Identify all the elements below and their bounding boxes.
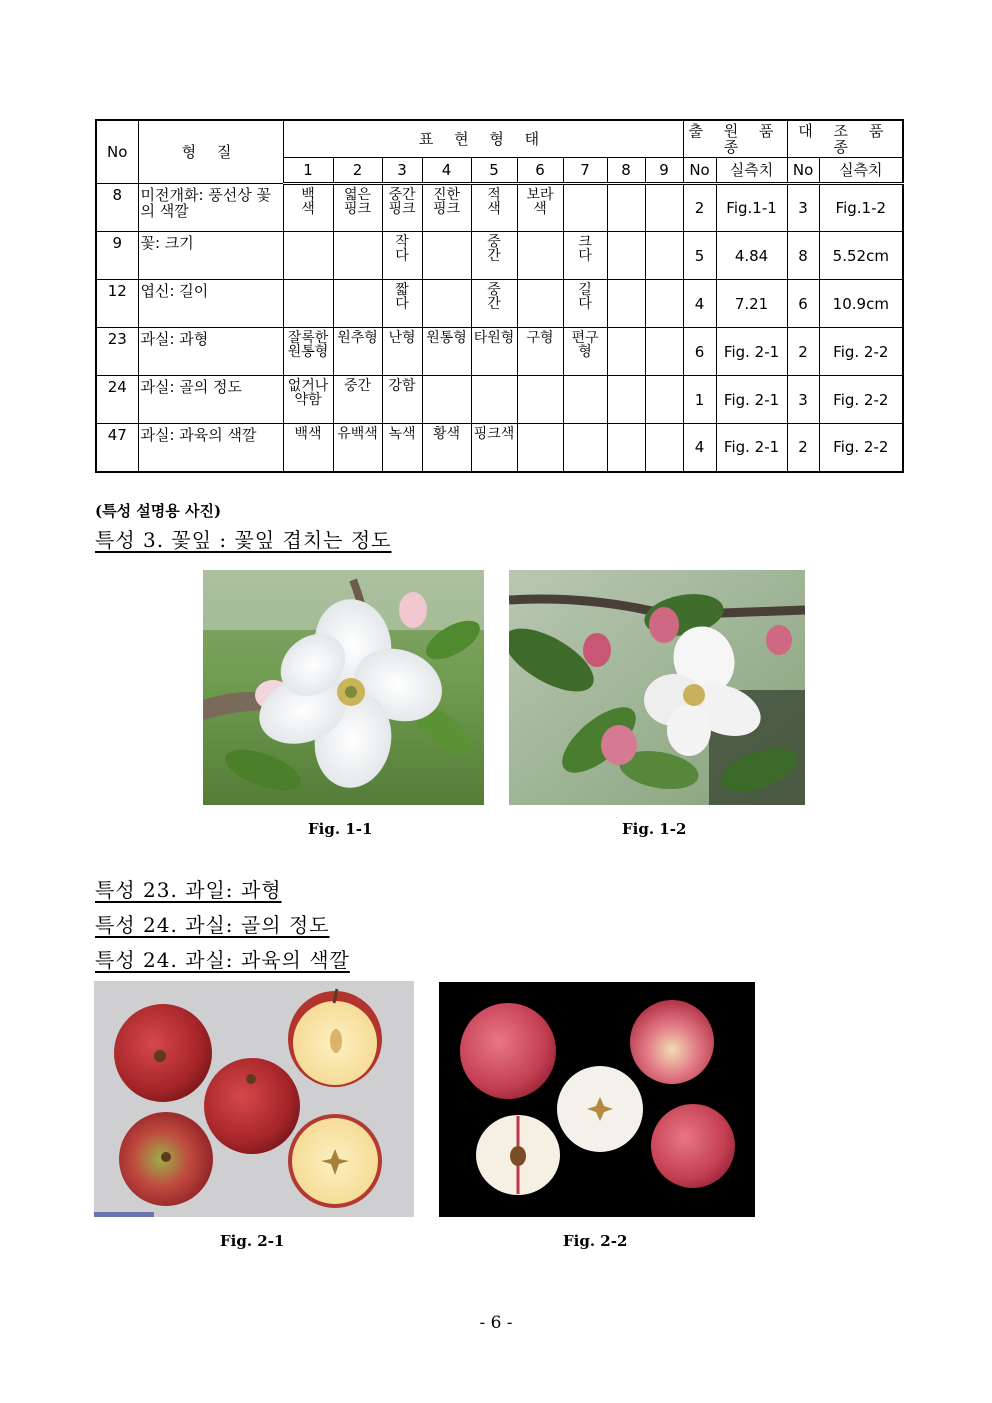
level-header: 4 (422, 158, 471, 184)
row-level-6: 보라 색 (517, 184, 563, 232)
header-trait: 형 질 (138, 120, 283, 184)
applicant-value: Fig. 2-1 (716, 424, 787, 472)
applicant-value: 7.21 (716, 280, 787, 328)
apple-photo-2 (439, 982, 755, 1217)
row-trait: 과실: 골의 정도 (138, 376, 283, 424)
applicant-no-header: No (683, 158, 716, 184)
heading-flesh-color: 특성 24. 과실: 과육의 색깔 (95, 948, 350, 972)
row-level-4: 진한 핑크 (422, 184, 471, 232)
row-level-8 (607, 184, 645, 232)
fig-caption-1-2: Fig. 1-2 (622, 820, 687, 838)
row-level-5: 핑크색 (471, 424, 517, 472)
row-level-8 (607, 376, 645, 424)
row-level-1: 없거나 약함 (283, 376, 333, 424)
fig-caption-2-2: Fig. 2-2 (563, 1232, 628, 1250)
row-level-7 (563, 184, 607, 232)
level-header: 1 (283, 158, 333, 184)
header-expression: 표 현 형 태 (283, 120, 683, 158)
reference-value: 10.9cm (819, 280, 903, 328)
reference-value-header: 실측치 (819, 158, 903, 184)
applicant-value: 4.84 (716, 232, 787, 280)
row-level-9 (645, 424, 683, 472)
row-level-8 (607, 232, 645, 280)
reference-no: 6 (787, 280, 819, 328)
row-level-6 (517, 232, 563, 280)
level-header: 9 (645, 158, 683, 184)
table-row (96, 376, 903, 424)
row-level-9 (645, 376, 683, 424)
row-no: 8 (96, 184, 138, 232)
row-level-3: 녹색 (382, 424, 422, 472)
level-header: 8 (607, 158, 645, 184)
level-header: 6 (517, 158, 563, 184)
row-level-2: 원추형 (333, 328, 382, 376)
row-level-6: 구형 (517, 328, 563, 376)
table-row (96, 424, 903, 472)
applicant-value: Fig.1-1 (716, 184, 787, 232)
flower-photo-1 (203, 570, 484, 805)
applicant-no: 1 (683, 376, 716, 424)
row-level-4 (422, 232, 471, 280)
row-level-9 (645, 232, 683, 280)
section-label: (특성 설명용 사진) (95, 502, 222, 520)
row-no: 9 (96, 232, 138, 280)
row-level-5: 적 색 (471, 184, 517, 232)
applicant-no: 4 (683, 280, 716, 328)
row-level-2: 중간 (333, 376, 382, 424)
level-header: 3 (382, 158, 422, 184)
heading-fruit-ribbing: 특성 24. 과실: 골의 정도 (95, 913, 330, 937)
reference-value: Fig. 2-2 (819, 376, 903, 424)
applicant-no: 2 (683, 184, 716, 232)
row-level-6 (517, 376, 563, 424)
heading-fruit-shape: 특성 23. 과일: 과형 (95, 878, 282, 902)
row-level-7: 크 다 (563, 232, 607, 280)
row-level-4: 황색 (422, 424, 471, 472)
level-header: 7 (563, 158, 607, 184)
header-no: No (96, 120, 138, 184)
applicant-no: 5 (683, 232, 716, 280)
row-level-1 (283, 232, 333, 280)
row-no: 47 (96, 424, 138, 472)
row-level-9 (645, 280, 683, 328)
reference-no: 8 (787, 232, 819, 280)
row-level-4: 원통형 (422, 328, 471, 376)
row-trait: 꽃: 크기 (138, 232, 283, 280)
row-level-3: 짧 다 (382, 280, 422, 328)
row-level-2 (333, 280, 382, 328)
row-trait: 과실: 과형 (138, 328, 283, 376)
row-level-3: 작 다 (382, 232, 422, 280)
row-level-4 (422, 280, 471, 328)
row-level-6 (517, 424, 563, 472)
row-level-7 (563, 424, 607, 472)
row-level-3: 강함 (382, 376, 422, 424)
reference-value: Fig. 2-2 (819, 328, 903, 376)
row-level-5: 중 간 (471, 280, 517, 328)
fig-caption-2-1: Fig. 2-1 (220, 1232, 285, 1250)
table-row (96, 280, 903, 328)
table-row (96, 184, 903, 232)
characteristics-table (95, 119, 904, 473)
table-row (96, 232, 903, 280)
row-level-4 (422, 376, 471, 424)
level-header: 2 (333, 158, 382, 184)
row-level-2: 엷은 핑크 (333, 184, 382, 232)
row-no: 24 (96, 376, 138, 424)
row-level-7: 길 다 (563, 280, 607, 328)
table-row (96, 328, 903, 376)
row-level-8 (607, 424, 645, 472)
row-level-1: 백색 (283, 424, 333, 472)
row-level-1: 잘록한 원통형 (283, 328, 333, 376)
apple-photo-1 (94, 981, 414, 1217)
applicant-value: Fig. 2-1 (716, 328, 787, 376)
applicant-value-header: 실측치 (716, 158, 787, 184)
row-no: 23 (96, 328, 138, 376)
reference-no: 2 (787, 424, 819, 472)
level-header: 5 (471, 158, 517, 184)
header-reference-variety: 대 조 품 종 (787, 120, 903, 158)
reference-value: Fig.1-2 (819, 184, 903, 232)
row-level-1 (283, 280, 333, 328)
row-level-7: 편구 형 (563, 328, 607, 376)
reference-no: 3 (787, 184, 819, 232)
row-level-9 (645, 184, 683, 232)
reference-no-header: No (787, 158, 819, 184)
row-level-6 (517, 280, 563, 328)
row-no: 12 (96, 280, 138, 328)
page-number: - 6 - (479, 1313, 513, 1333)
flower-photo-2 (509, 570, 805, 805)
row-level-5: 타원형 (471, 328, 517, 376)
row-level-7 (563, 376, 607, 424)
reference-no: 2 (787, 328, 819, 376)
row-trait: 미전개화: 풍선상 꽃의 색깔 (138, 184, 283, 232)
row-level-1: 백 색 (283, 184, 333, 232)
row-level-3: 난형 (382, 328, 422, 376)
applicant-no: 4 (683, 424, 716, 472)
reference-no: 3 (787, 376, 819, 424)
reference-value: 5.52cm (819, 232, 903, 280)
reference-value: Fig. 2-2 (819, 424, 903, 472)
applicant-value: Fig. 2-1 (716, 376, 787, 424)
fig-caption-1-1: Fig. 1-1 (308, 820, 373, 838)
row-level-9 (645, 328, 683, 376)
row-level-2: 유백색 (333, 424, 382, 472)
row-level-5: 중 간 (471, 232, 517, 280)
heading-petal-overlap: 특성 3. 꽃잎 : 꽃잎 겹치는 정도 (95, 528, 392, 552)
applicant-no: 6 (683, 328, 716, 376)
row-trait: 과실: 과육의 색깔 (138, 424, 283, 472)
row-level-8 (607, 280, 645, 328)
row-trait: 엽신: 길이 (138, 280, 283, 328)
row-level-3: 중간 핑크 (382, 184, 422, 232)
header-applicant-variety: 출 원 품 종 (683, 120, 787, 158)
row-level-5 (471, 376, 517, 424)
row-level-8 (607, 328, 645, 376)
row-level-2 (333, 232, 382, 280)
